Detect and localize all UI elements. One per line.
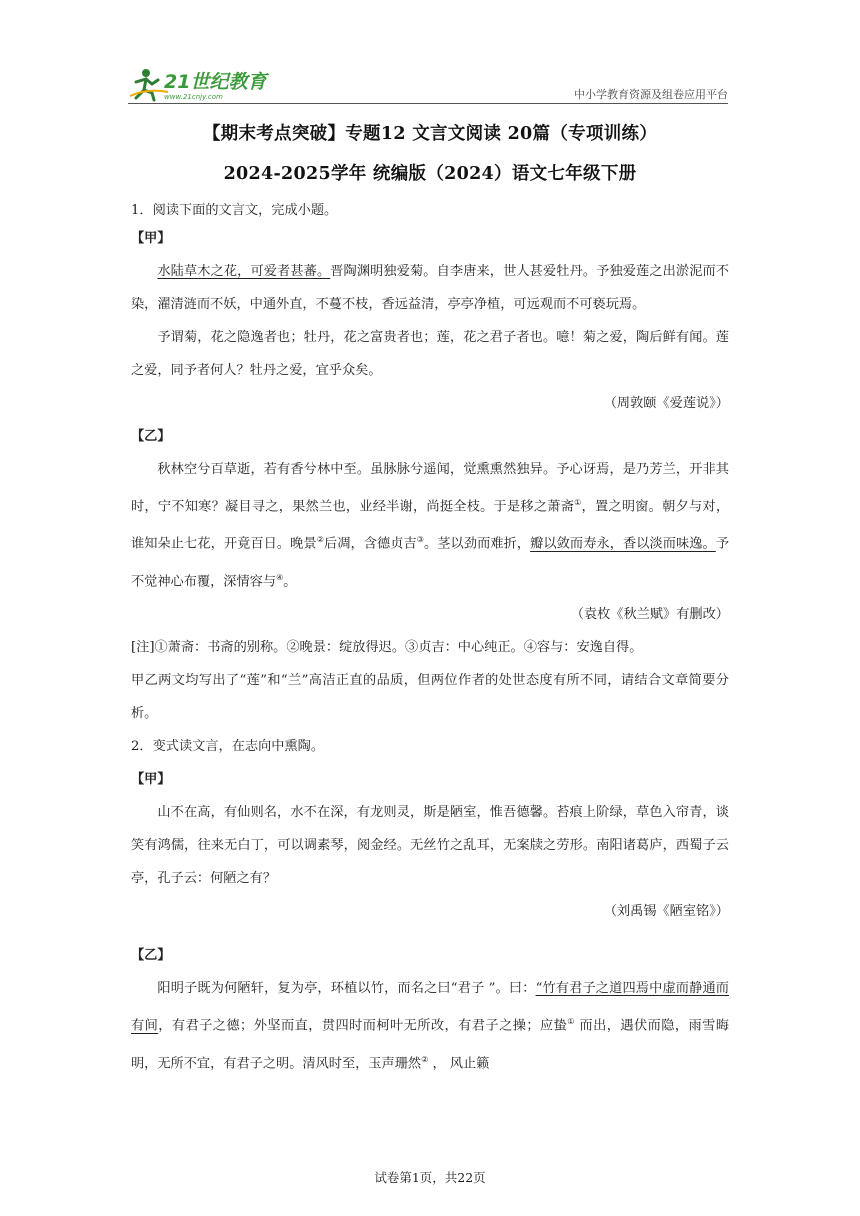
svg-text:21世纪教育: 21世纪教育 [164, 71, 267, 93]
q2-yi-label: 【乙】 [131, 948, 171, 964]
q1-yi-label: 【乙】 [131, 429, 171, 444]
q1-question: 甲乙两文均写出了“莲”和“兰”高洁正直的品质，但两位作者的处世态度有所不同，请结合文章简要分析。 [131, 673, 729, 722]
platform-name: 中小学教育资源及组卷应用平台 [574, 88, 728, 101]
q2-jia-source: （刘禹锡《陋室铭》） [603, 904, 729, 920]
q2-stem: 2．变式读文言，在志向中熏陶。 [131, 739, 325, 755]
q1-jia-paragraph-2: 予谓菊，花之隐逸者也；牡丹，花之富贵者也；莲，花之君子者也。噫！菊之爱，陶后鲜有闻。莲之爱，同予者何人？牡丹之爱，宜乎众矣。 [131, 330, 729, 378]
page-footer: 试卷第1页，共22页 [374, 1170, 486, 1185]
q1-jia-source: （周敦颐《爱莲说》） [603, 396, 729, 411]
q2-jia-label: 【甲】 [131, 772, 171, 788]
page-title-line2: 2024-2025学年 统编版（2024）语文七年级下册 [223, 164, 637, 184]
logo-21cnjy [128, 66, 278, 102]
q1-yi-paragraph: 秋林空兮百草逝，若有香兮林中至。虽脉脉兮遥闻，觉熏熏然独异。予心讶焉，是乃芳兰，开非其时，宁不知寒？凝目寻之，果然兰也，业经半谢，尚挺全枝。于是移之萧斋①，置之明窗。朝夕与对，谁知朵止七花，开竟百日。晚景②后凋，含德贞吉③。茎以劲而难折，瓣以敛而寿永，香以淡而味逸。予不觉神心布覆，深情容与④。 [131, 462, 730, 590]
q1-jia-paragraph-1: 水陆草木之花，可爱者甚蕃。晋陶渊明独爱菊。自李唐来，世人甚爱牡丹。予独爱莲之出淤泥而不染，濯清涟而不妖，中通外直，不蔓不枝，香远益清，亭亭净植，可远观而不可亵玩焉。 [131, 264, 729, 312]
q1-stem: 1．阅读下面的文言文，完成小题。 [131, 203, 338, 218]
q2-yi-underlined: “竹有君子之道四焉中虚而静通而有间 [131, 981, 729, 1034]
header-divider [128, 103, 728, 104]
q1-yi-source: （袁枚《秋兰赋》有删改） [570, 607, 729, 623]
q1-note: [注]①萧斋：书斋的别称。②晚景：绽放得迟。③贞吉：中心纯正。④容与：安逸自得。 [131, 640, 643, 656]
page-header [128, 66, 728, 104]
q1-jia-label: 【甲】 [131, 231, 171, 246]
q1-yi-underlined: 瓣以敛而寿永，香以淡而味逸。 [530, 536, 716, 552]
q2-yi-paragraph: 阳明子既为何陋轩，复为亭，环植以竹，而名之曰“君子 ”。曰：“竹有君子之道四焉中虚而静通而有间，有君子之德；外坚而直，贯四时而柯叶无所改，有君子之操；应蛰① 而出，遇伏而隐，雨雪晦明，无所不宜，有君子之明。清风时至，玉声珊然② ， 风止籁 [131, 981, 730, 1071]
page-title-line1: 【期末考点突破】专题12 文言文阅读 20篇（专项训练） [202, 124, 658, 144]
runner-icon [130, 69, 168, 100]
svg-text:www.21cnjy.com: www.21cnjy.com [164, 93, 223, 101]
q2-jia-paragraph: 山不在高，有仙则名，水不在深，有龙则灵，斯是陋室，惟吾德馨。苔痕上阶绿，草色入帘青，谈笑有鸿儒，往来无白丁，可以调素琴，阅金经。无丝竹之乱耳，无案牍之劳形。南阳诸葛庐，西蜀子云亭，孔子云：何陋之有？ [131, 805, 729, 887]
document-body [131, 200, 729, 1080]
q1-jia-underlined: 水陆草木之花，可爱者甚蕃。 [157, 264, 331, 279]
